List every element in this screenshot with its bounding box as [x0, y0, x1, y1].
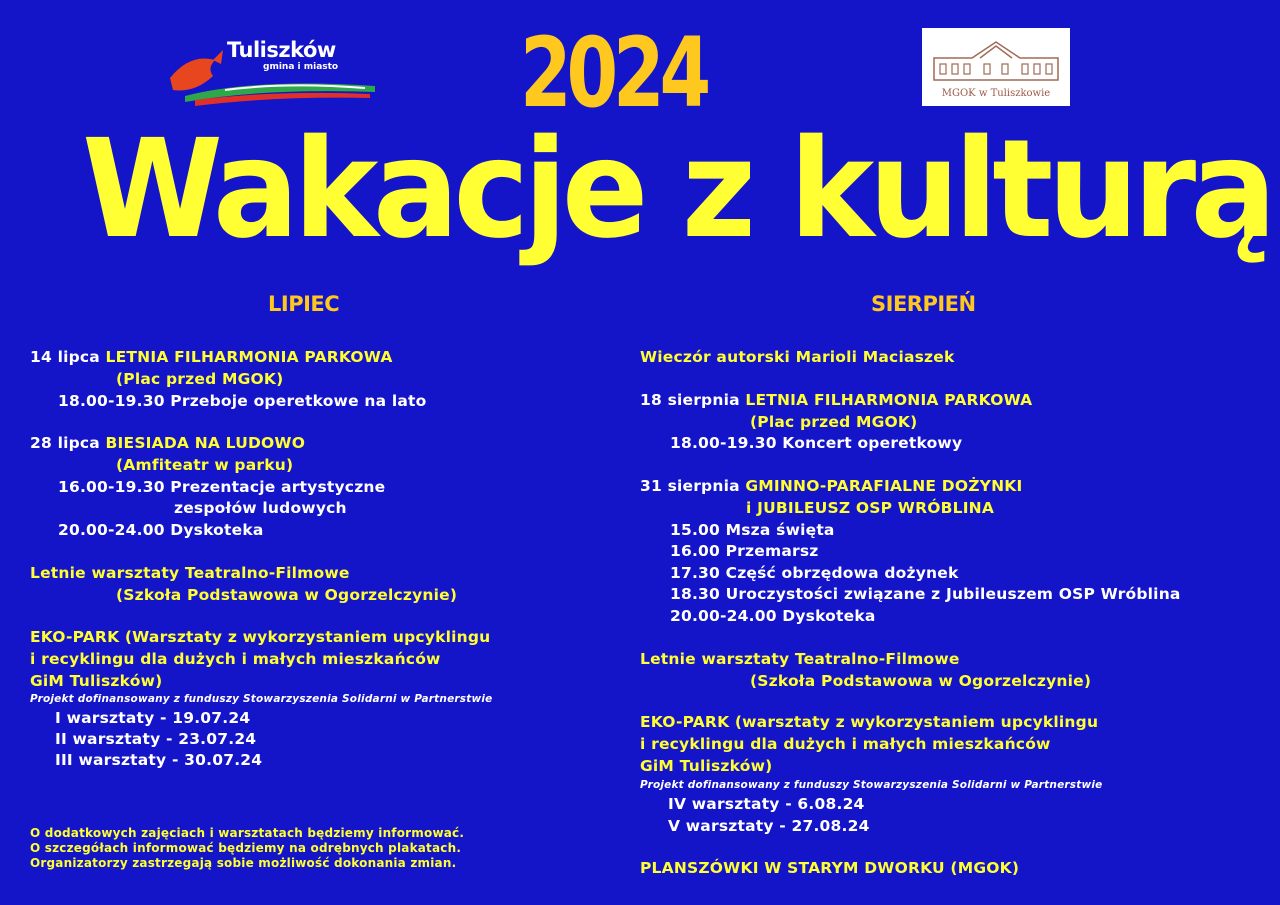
event-title: GiM Tuliszków): [640, 757, 773, 775]
event-title: Letnie warsztaty Teatralno-Filmowe: [640, 650, 960, 668]
event-line: [640, 390, 1032, 410]
project-note: Projekt dofinansowany z funduszy Stowarzyszenia Solidarni w Partnerstwie: [640, 779, 1103, 791]
workshop-date: IV warsztaty - 6.08.24: [668, 795, 865, 813]
footer-note: O dodatkowych zajęciach i warsztatach będziemy informować.: [30, 826, 465, 840]
event-title: Wieczór autorski Marioli Maciaszek: [640, 348, 955, 366]
workshop-date: III warsztaty - 30.07.24: [55, 751, 263, 769]
project-note: Projekt dofinansowany z funduszy Stowarzyszenia Solidarni w Partnerstwie: [30, 693, 493, 705]
event-venue: (Szkoła Podstawowa w Ogorzelczynie): [116, 586, 458, 604]
event-date: 18 sierpnia: [640, 391, 740, 409]
workshop-date: V warsztaty - 27.08.24: [668, 817, 870, 835]
event-title: LETNIA FILHARMONIA PARKOWA: [745, 391, 1033, 409]
event-date: 31 sierpnia: [640, 477, 740, 495]
footer-note: Organizatorzy zastrzegają sobie możliwość dokonania zmian.: [30, 856, 457, 870]
event-detail: 16.00-19.30 Prezentacje artystyczne: [58, 478, 386, 496]
event-detail: 18.00-19.30 Koncert operetkowy: [670, 434, 963, 452]
month-heading-sierpien: SIERPIEŃ: [871, 292, 976, 316]
event-detail: 15.00 Msza święta: [670, 521, 835, 539]
event-title: EKO-PARK (Warsztaty z wykorzystaniem upcyklingu: [30, 628, 491, 646]
mgok-logo: [922, 28, 1070, 106]
event-title: i recyklingu dla dużych i małych mieszkańców: [30, 650, 441, 668]
event-detail: 20.00-24.00 Dyskoteka: [58, 521, 264, 539]
event-venue: (Plac przed MGOK): [116, 370, 284, 388]
logo-left-text: Tuliszków: [227, 38, 336, 62]
workshop-date: I warsztaty - 19.07.24: [55, 709, 251, 727]
event-venue: (Szkoła Podstawowa w Ogorzelczynie): [750, 672, 1092, 690]
tuliszkow-logo: [165, 38, 380, 108]
year-heading: 2024: [520, 17, 707, 129]
event-title: PLANSZÓWKI W STARYM DWORKU (MGOK): [640, 859, 1020, 877]
event-detail: zespołów ludowych: [174, 499, 347, 517]
event-line: [30, 433, 305, 453]
event-title: BIESIADA NA LUDOWO: [105, 434, 306, 452]
event-title: i JUBILEUSZ OSP WRÓBLINA: [746, 499, 995, 517]
poster-title: Wakacje z kulturą: [82, 111, 1272, 269]
event-title: EKO-PARK (warsztaty z wykorzystaniem upcyklingu: [640, 713, 1099, 731]
event-detail: 18.00-19.30 Przeboje operetkowe na lato: [58, 392, 427, 410]
logo-right-text: MGOK w Tuliszkowie: [941, 88, 1051, 99]
event-line: [30, 347, 393, 367]
month-heading-lipiec: LIPIEC: [268, 292, 340, 316]
event-detail: 20.00-24.00 Dyskoteka: [670, 607, 876, 625]
event-detail: 18.30 Uroczystości związane z Jubileuszem OSP Wróblina: [670, 585, 1181, 603]
event-title: LETNIA FILHARMONIA PARKOWA: [105, 348, 393, 366]
event-date: 28 lipca: [30, 434, 100, 452]
event-date: 14 lipca: [30, 348, 100, 366]
footer-note: O szczegółach informować będziemy na odrębnych plakatach.: [30, 841, 462, 855]
event-title: i recyklingu dla dużych i małych mieszkańców: [640, 735, 1051, 753]
event-detail: 16.00 Przemarsz: [670, 542, 819, 560]
event-title: GiM Tuliszków): [30, 672, 163, 690]
event-venue: (Amfiteatr w parku): [116, 456, 294, 474]
logo-left-subtext: gmina i miasto: [263, 62, 339, 72]
event-title: GMINNO-PARAFIALNE DOŻYNKI: [745, 477, 1023, 495]
event-venue: (Plac przed MGOK): [750, 413, 918, 431]
event-title: Letnie warsztaty Teatralno-Filmowe: [30, 564, 350, 582]
event-line: [640, 476, 1022, 496]
workshop-date: II warsztaty - 23.07.24: [55, 730, 257, 748]
event-detail: 17.30 Część obrzędowa dożynek: [670, 564, 959, 582]
